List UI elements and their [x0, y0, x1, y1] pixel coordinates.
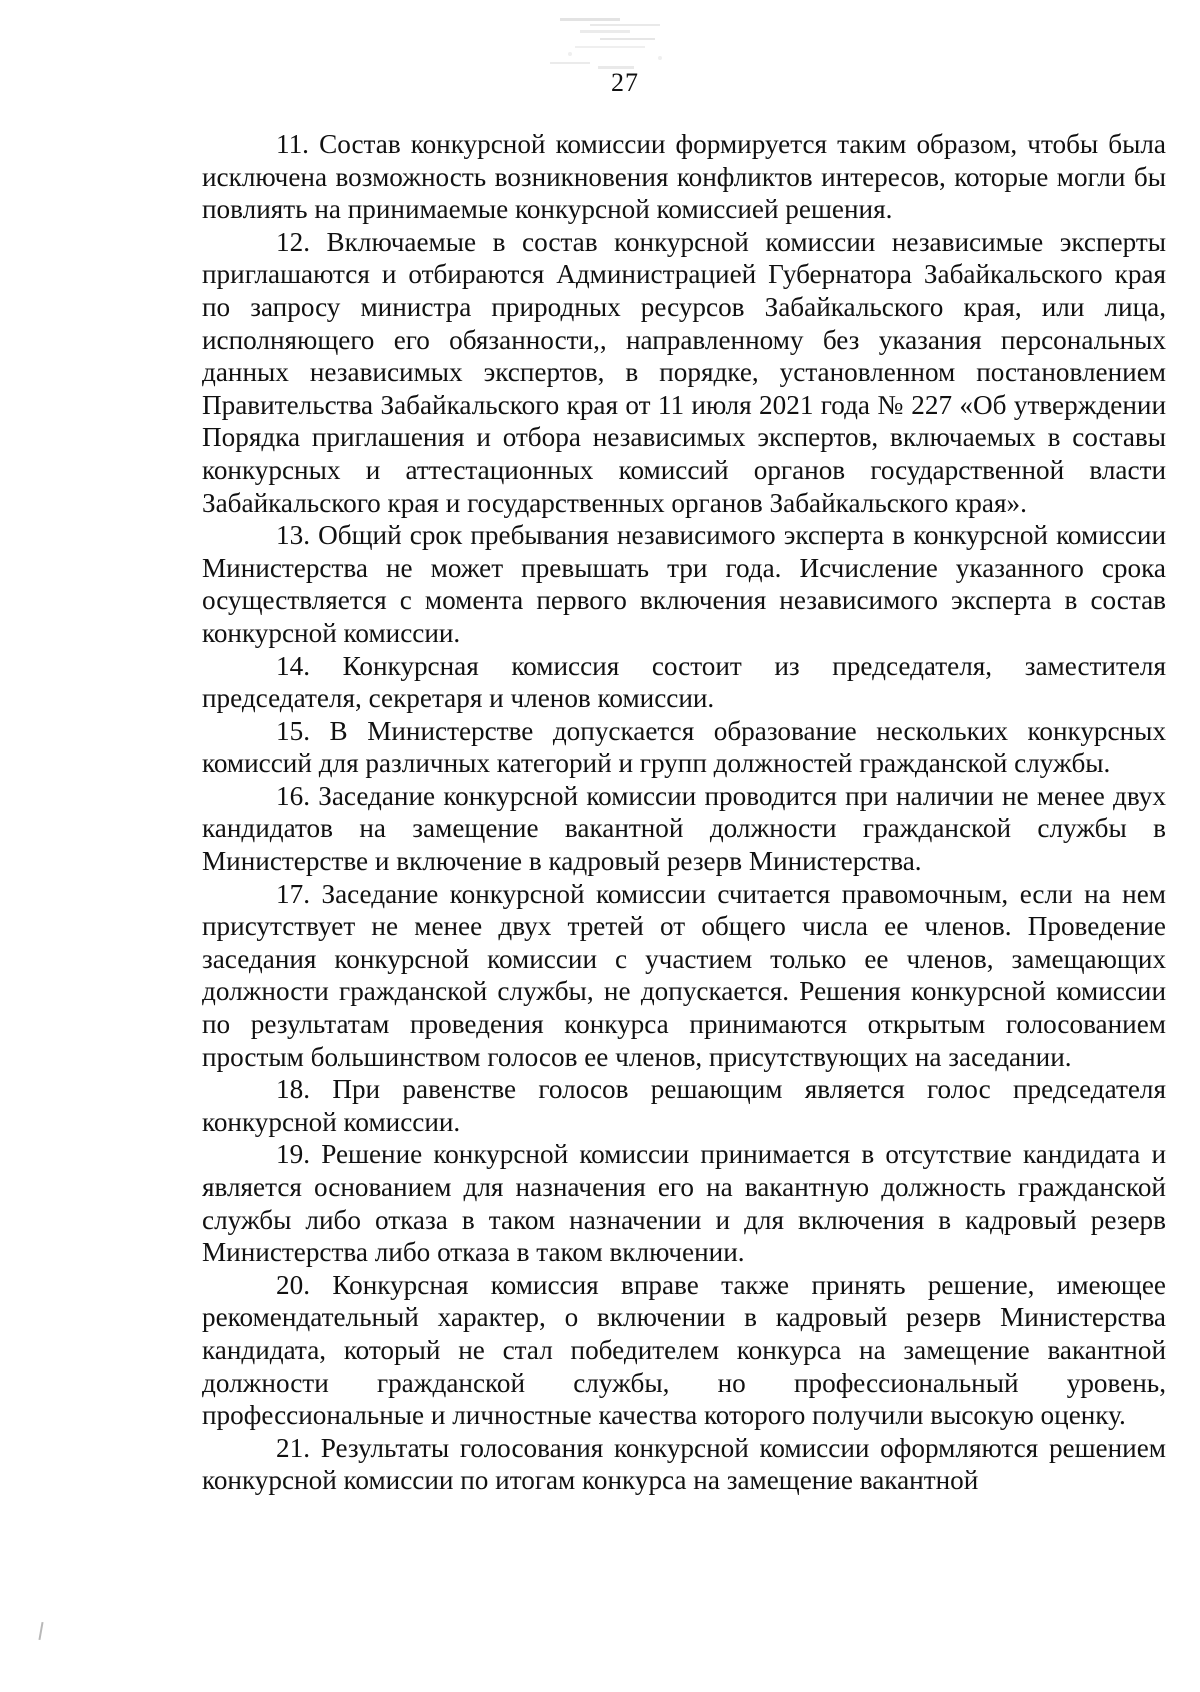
- scan-margin-mark: [38, 1622, 43, 1640]
- paragraph-20: 20. Конкурсная комиссия вправе также принять решение, имеющее рекомендательный характер, о включении в кадровый резерв Министерства кандидата, который не стал победителем конкурса на замещение вакантной должности гражданской службы, но профессиональный уровень, профессиональные и личностные качества которого получили высокую оценку.: [202, 1269, 1166, 1431]
- paragraph-16: 16. Заседание конкурсной комиссии проводится при наличии не менее двух кандидатов на замещение вакантной должности гражданской службы в Министерстве и включение в кадровый резерв Министерства.: [202, 780, 1166, 877]
- paragraph-18: 18. При равенстве голосов решающим является голос председателя конкурсной комиссии.: [202, 1074, 1166, 1137]
- page-number: 27: [611, 68, 639, 97]
- document-body: [202, 128, 1166, 1497]
- paragraph-14: 14. Конкурсная комиссия состоит из председателя, заместителя председателя, секретаря и членов комиссии.: [202, 650, 1166, 714]
- paragraph-21: 21. Результаты голосования конкурсной комиссии оформляются решением конкурсной комиссии по итогам конкурса на замещение вакантной: [202, 1432, 1166, 1496]
- paragraph-12: 12. Включаемые в состав конкурсной комиссии независимые эксперты приглашаются и отбираются Администрацией Губернатора Забайкальского края по запросу министра природных ресурсов Забайкальского края, или лица, исполняющего его обязанности,, направленному без указания персональных данных независимых экспертов, в порядке, установленном постановлением Правительства Забайкальского края от 11 июля 2021 года № 227 «Об утверждении Порядка приглашения и отбора независимых экспертов, включаемых в составы конкурсных и аттестационных комиссий органов государственной власти Забайкальского края и государственных органов Забайкальского края».: [202, 226, 1166, 518]
- paragraph-11: 11. Состав конкурсной комиссии формируется таким образом, чтобы была исключена возможность возникновения конфликтов интересов, которые могли бы повлиять на принимаемые конкурсной комиссией решения.: [202, 129, 1166, 225]
- paragraph-17: 17. Заседание конкурсной комиссии считается правомочным, если на нем присутствует не менее двух третей от общего числа ее членов. Проведение заседания конкурсной комиссии с участием только ее членов, замещающих должности гражданской службы, не допускается. Решения конкурсной комиссии по результатам проведения конкурса принимаются открытым голосованием простым большинством голосов ее членов, присутствующих на заседании.: [202, 878, 1166, 1072]
- paragraph-15: 15. В Министерстве допускается образование нескольких конкурсных комиссий для различных категорий и групп должностей гражданской службы.: [202, 715, 1166, 779]
- paragraph-13: 13. Общий срок пребывания независимого эксперта в конкурсной комиссии Министерства не может превышать три года. Исчисление указанного срока осуществляется с момента первого включения независимого эксперта в состав конкурсной комиссии.: [202, 520, 1166, 648]
- paragraph-19: 19. Решение конкурсной комиссии принимается в отсутствие кандидата и является основанием для назначения его на вакантную должность гражданской службы либо отказа в таком назначении и для включения в кадровый резерв Министерства либо отказа в таком включении.: [202, 1139, 1166, 1268]
